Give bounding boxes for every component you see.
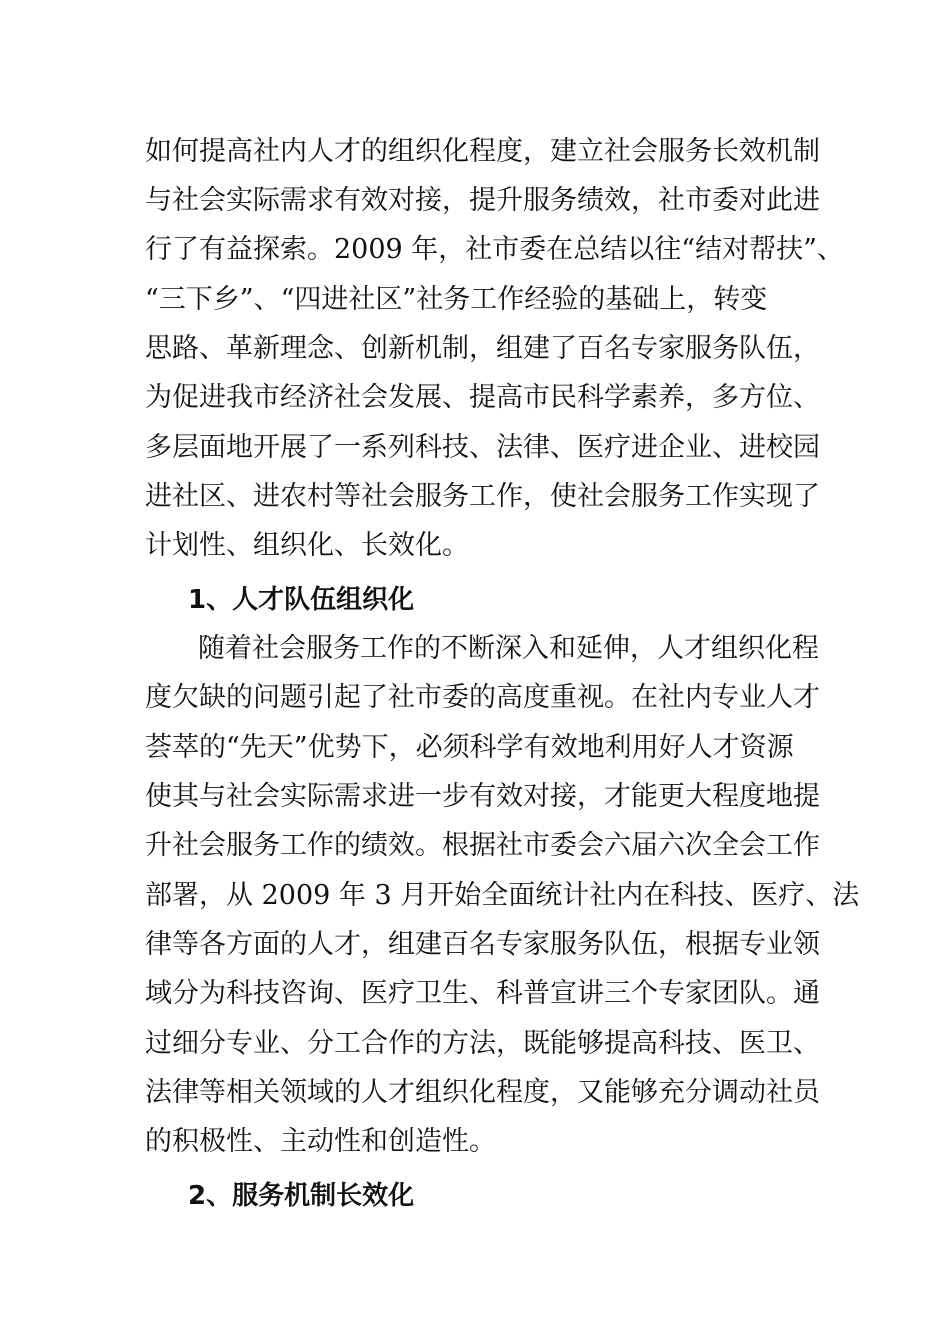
paragraph-2-line-4: 使其与社会实际需求进一步有效对接，才能更大程度地提 xyxy=(145,781,820,812)
paragraph-2-line-6: 部署，从 2009 年 3 月开始全面统计社内在科技、医疗、法 xyxy=(145,880,860,911)
section-heading-2: 2、服务机制长效化 xyxy=(188,1181,415,1211)
paragraph-2-line-1: 随着社会服务工作的不断深入和延伸，人才组织化程 xyxy=(198,633,819,664)
paragraph-1-line-4: “三下乡”、“四进社区”社务工作经验的基础上，转变 xyxy=(145,284,768,315)
paragraph-1-line-1: 如何提高社内人才的组织化程度，建立社会服务长效机制 xyxy=(145,136,820,167)
paragraph-2-line-11: 的积极性、主动性和创造性。 xyxy=(145,1126,496,1157)
paragraph-1-line-9: 计划性、组织化、长效化。 xyxy=(145,530,469,561)
paragraph-2-line-3: 荟萃的“先天”优势下，必须科学有效地利用好人才资源 xyxy=(145,732,794,763)
paragraph-1-line-8: 进社区、进农村等社会服务工作，使社会服务工作实现了 xyxy=(145,481,820,512)
paragraph-1-line-2: 与社会实际需求有效对接，提升服务绩效，社市委对此进 xyxy=(145,185,820,216)
paragraph-2-line-8: 域分为科技咨询、医疗卫生、科普宣讲三个专家团队。通 xyxy=(145,978,820,1009)
paragraph-1-line-5: 思路、革新理念、创新机制，组建了百名专家服务队伍， xyxy=(145,333,820,364)
paragraph-1-line-3: 行了有益探索。2009 年，社市委在总结以往“结对帮扶”、 xyxy=(145,234,844,265)
paragraph-2-line-5: 升社会服务工作的绩效。根据社市委会六届六次全会工作 xyxy=(145,830,820,861)
paragraph-2-line-10: 法律等相关领域的人才组织化程度，又能够充分调动社员 xyxy=(145,1077,820,1108)
paragraph-2-line-9: 过细分专业、分工合作的方法，既能够提高科技、医卫、 xyxy=(145,1028,820,1059)
paragraph-2-line-7: 律等各方面的人才，组建百名专家服务队伍，根据专业领 xyxy=(145,929,820,960)
paragraph-2-line-2: 度欠缺的问题引起了社市委的高度重视。在社内专业人才 xyxy=(145,682,820,713)
section-heading-1: 1、人才队伍组织化 xyxy=(188,585,415,615)
paragraph-1-line-7: 多层面地开展了一系列科技、法律、医疗进企业、进校园 xyxy=(145,432,820,463)
paragraph-1-line-6: 为促进我市经济社会发展、提高市民科学素养，多方位、 xyxy=(145,382,820,413)
